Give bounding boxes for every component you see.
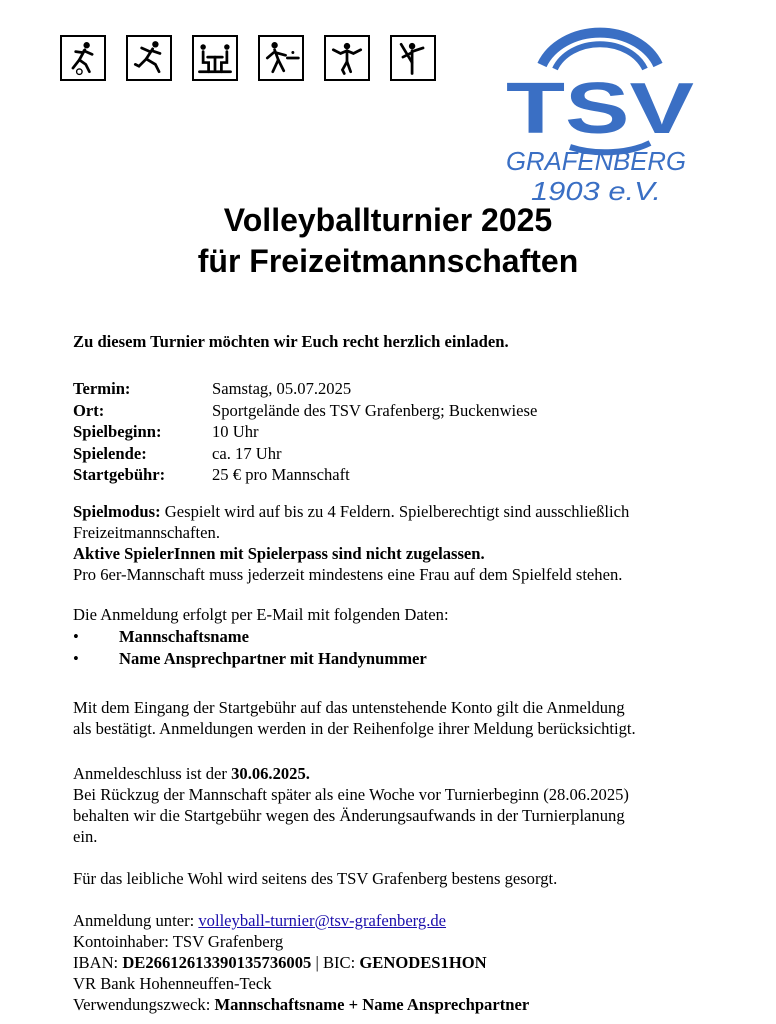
dancer-icon	[390, 35, 436, 81]
bic-label: | BIC:	[311, 953, 360, 972]
detail-row-location	[73, 400, 713, 422]
detail-value: 25 € pro Mannschaft	[212, 465, 350, 485]
deadline-date: 30.06.2025.	[231, 764, 310, 783]
detail-row-start	[73, 421, 713, 443]
detail-value: ca. 17 Uhr	[212, 443, 282, 463]
detail-label: Ort:	[73, 400, 105, 420]
purpose-value: Mannschaftsname + Name Ansprechpartner	[214, 995, 530, 1014]
deadline-prefix: Anmeldeschluss ist der	[73, 764, 232, 783]
logo-year-text: 1903 e.V.	[531, 176, 661, 206]
register-label: Anmeldung unter:	[73, 911, 199, 930]
detail-label: Spielbeginn:	[73, 422, 162, 442]
page-title	[0, 200, 776, 282]
logo-club-text: GRAFENBERG	[506, 146, 686, 176]
deadline-section	[73, 763, 711, 847]
detail-value: Sportgelände des TSV Grafenberg; Buckenwiese	[212, 400, 538, 420]
bank-name: VR Bank Hohenneuffen-Teck	[73, 974, 272, 993]
list-item	[73, 648, 713, 670]
catering-note: Für das leibliche Wohl wird seitens des TSV Grafenberg bestens gesorgt.	[73, 869, 558, 888]
deadline-line-4: ein.	[73, 827, 98, 846]
list-item-text: Name Ansprechpartner mit Handynummer	[119, 649, 427, 668]
table-game-icon	[192, 35, 238, 81]
email-link[interactable]: volleyball-turnier@tsv-grafenberg.de	[198, 911, 447, 930]
title-line-2: für Freizeitmannschaften	[197, 243, 579, 279]
title-line-1: Volleyballturnier 2025	[223, 202, 553, 238]
detail-label: Termin:	[73, 379, 131, 398]
detail-label: Startgebühr:	[73, 465, 166, 485]
register-line	[73, 910, 711, 931]
table-tennis-icon	[258, 35, 304, 81]
list-item-text: Mannschaftsname	[119, 627, 249, 646]
deadline-line-1	[73, 763, 711, 784]
club-logo	[500, 25, 700, 210]
detail-row-end	[73, 443, 713, 465]
player-pass-rule: Aktive SpielerInnen mit Spielerpass sind nicht zugelassen.	[73, 544, 485, 563]
soccer-player-icon	[60, 35, 106, 81]
confirmation-section	[73, 697, 711, 739]
list-item	[73, 626, 713, 648]
game-mode-section	[73, 501, 711, 585]
detail-value: 10 Uhr	[212, 422, 259, 442]
game-mode-label: Spielmodus:	[73, 502, 161, 521]
detail-row-fee	[73, 464, 713, 486]
contact-section	[73, 910, 711, 1015]
invitation-intro: Zu diesem Turnier möchten wir Euch recht herzlich einladen.	[73, 332, 509, 351]
iban-label: IBAN:	[73, 953, 123, 972]
game-mode-line-2: Freizeitmannschaften.	[73, 523, 220, 542]
purpose-line	[73, 994, 711, 1015]
deadline-line-2: Bei Rückzug der Mannschaft später als eine Woche vor Turnierbeginn (28.06.2025)	[73, 785, 629, 804]
logo-main-text: TSV	[506, 69, 694, 149]
game-mode-text: Gespielt wird auf bis zu 4 Feldern. Spielberechtigt sind ausschließlich	[164, 502, 630, 521]
gymnast-icon	[324, 35, 370, 81]
bullet-symbol: •	[73, 627, 79, 646]
bic-value: GENODES1HON	[359, 953, 487, 972]
game-mode-line-1	[73, 501, 711, 522]
women-rule: Pro 6er-Mannschaft muss jederzeit mindestens eine Frau auf dem Spielfeld stehen.	[73, 565, 623, 584]
runner-icon	[126, 35, 172, 81]
registration-intro: Die Anmeldung erfolgt per E-Mail mit folgenden Daten:	[73, 605, 449, 624]
confirmation-line-2: als bestätigt. Anmeldungen werden in der Reihenfolge ihrer Meldung berücksichtigt.	[73, 719, 636, 738]
confirmation-line-1: Mit dem Eingang der Startgebühr auf das untenstehende Konto gilt die Anmeldung	[73, 698, 625, 717]
detail-label: Spielende:	[73, 443, 147, 463]
deadline-line-3: behalten wir die Startgebühr wegen des Änderungsaufwands in der Turnierplanung	[73, 806, 625, 825]
detail-row-date	[73, 378, 713, 400]
bullet-symbol: •	[73, 649, 79, 668]
detail-value: Samstag, 05.07.2025	[212, 379, 352, 398]
iban-value: DE26612613390135736005	[122, 953, 312, 972]
purpose-label: Verwendungszweck:	[73, 995, 215, 1014]
event-details	[73, 378, 713, 486]
registration-list	[73, 626, 713, 670]
iban-line	[73, 952, 711, 973]
account-holder: Kontoinhaber: TSV Grafenberg	[73, 932, 284, 951]
